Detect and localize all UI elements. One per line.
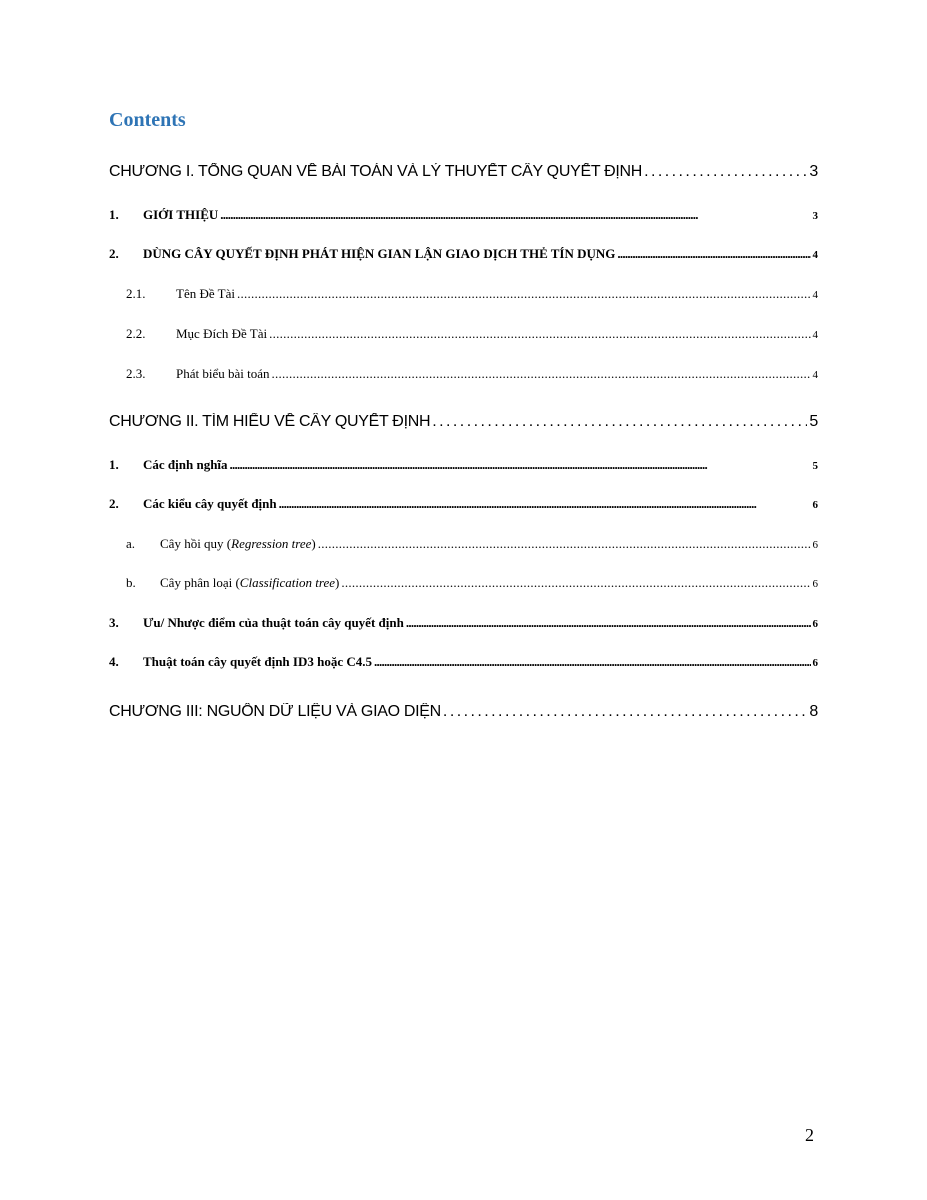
toc-entry-text: CHƯƠNG I. TỔNG QUAN VỀ BÀI TOÁN VÀ LÝ THUYẾT CÂY QUYẾT ĐỊNH [109,163,643,180]
toc-page-number: 5 [812,460,818,472]
toc-entry-chapter-3[interactable] [109,703,818,721]
toc-entry-text: Ưu/ Nhược điểm của thuật toán cây quyết định [143,615,404,630]
toc-entry-text: Mục Đích Đề Tài [176,326,268,341]
toc-entry-ten-de-tai[interactable] [109,286,818,302]
toc-leader-dots [279,496,811,512]
toc-leader-dots [617,246,810,262]
toc-leader-dots [374,654,811,670]
toc-page-number: 6 [812,578,818,590]
toc-entry-number: 2.1. [126,286,146,301]
toc-entry-number: 3. [109,615,119,630]
toc-page-number: 6 [812,499,818,511]
toc-leader-dots [237,286,811,302]
toc-entry-cac-dinh-nghia[interactable] [109,457,818,473]
toc-entry-chapter-2[interactable] [109,413,818,431]
toc-entry-text: Cây hồi quy (Regression tree) [160,536,316,551]
toc-leader-dots [272,366,811,382]
toc-entry-thuat-toan-id3[interactable] [109,654,818,670]
toc-entry-text: CHƯƠNG II. TÌM HIỂU VỀ CÂY QUYẾT ĐỊNH [109,413,431,430]
toc-entry-text: Phát biểu bài toán [176,366,270,381]
toc-entry-number: 1. [109,457,119,472]
toc-entry-number: 2. [109,496,119,511]
toc-leader-dots [443,703,807,721]
toc-entry-text: Các định nghĩa [143,457,228,472]
toc-leader-dots [406,615,811,631]
toc-entry-phat-bieu-bai-toan[interactable] [109,366,818,382]
toc-entry-muc-dich-de-tai[interactable] [109,326,818,342]
toc-entry-cay-phan-loai[interactable] [109,575,818,591]
toc-page-number: 6 [812,657,818,669]
toc-entry-cay-hoi-quy[interactable] [109,536,818,552]
toc-leader-dots [432,413,807,431]
toc-entry-text: Tên Đề Tài [176,286,235,301]
toc-entry-number: b. [126,575,136,590]
toc-page-number: 6 [812,618,818,630]
toc-entry-number: a. [126,536,136,551]
page-number: 2 [805,1125,814,1145]
toc-page-number: 3 [812,210,818,222]
toc-page-number: 4 [812,369,818,381]
toc-entry-text: Thuật toán cây quyết định ID3 hoặc C4.5 [143,654,372,669]
toc-entry-uu-nhuoc-diem[interactable] [109,615,818,631]
toc-entry-number: 1. [109,207,119,222]
toc-entry-chapter-1[interactable] [109,163,818,181]
toc-entry-text: Các kiểu cây quyết định [143,496,277,511]
toc-leader-dots [220,207,810,223]
toc-page-number: 4 [812,289,818,301]
toc-leader-dots [269,326,810,342]
toc-leader-dots [341,575,810,591]
toc-title: Contents [109,109,186,131]
toc-page-number: 8 [809,703,818,720]
toc-page-number: 4 [812,249,818,261]
toc-entry-number: 2. [109,246,119,261]
toc-leader-dots [644,163,807,181]
toc-entry-text: Cây phân loại (Classification tree) [160,575,340,590]
toc-entry-text: DÙNG CÂY QUYẾT ĐỊNH PHÁT HIỆN GIAN LẬN GIAO DỊCH THẺ TÍN DỤNG [143,246,616,261]
toc-leader-dots [230,457,811,473]
toc-leader-dots [318,536,811,552]
toc-page-number: 3 [809,163,818,180]
toc-entry-gioi-thieu[interactable] [109,207,818,223]
toc-entry-text: CHƯƠNG III: NGUỒN DỮ LIỆU VÀ GIAO DIỆN [109,703,441,720]
toc-page-number: 5 [809,413,818,430]
toc-entry-number: 4. [109,654,119,669]
toc-entry-dung-cay-quyet-dinh[interactable] [109,246,818,262]
toc-entry-number: 2.3. [126,366,146,381]
toc-entry-number: 2.2. [126,326,146,341]
toc-entry-cac-kieu-cay[interactable] [109,496,818,512]
toc-page-number: 4 [812,329,818,341]
toc-entry-text: GIỚI THIỆU [143,207,219,222]
toc-page-number: 6 [812,539,818,551]
